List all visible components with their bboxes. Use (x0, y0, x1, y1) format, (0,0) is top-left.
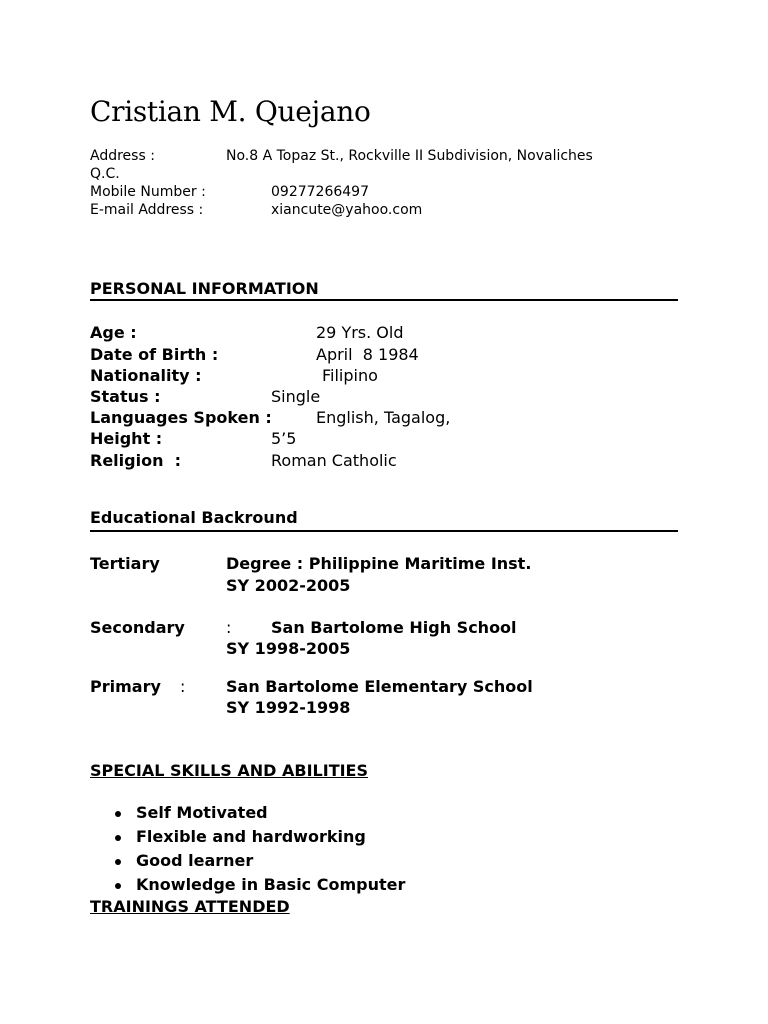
tertiary-label: Tertiary (90, 554, 160, 573)
secondary-label: Secondary (90, 618, 185, 637)
dob-value: April 8 1984 (316, 345, 419, 364)
tertiary-years: SY 2002-2005 (226, 576, 351, 595)
email-value: xiancute@yahoo.com (271, 202, 423, 218)
resume-name: Cristian M. Quejano (90, 95, 371, 128)
bullet-icon (115, 811, 121, 817)
nationality-label: Nationality : (90, 366, 202, 385)
primary-label: Primary (90, 677, 161, 696)
trainings-heading: TRAININGS ATTENDED (90, 897, 290, 916)
nationality-value: Filipino (322, 366, 378, 385)
primary-colon: : (180, 677, 186, 696)
skill-item: Good learner (136, 851, 254, 870)
skill-item: Knowledge in Basic Computer (136, 875, 406, 894)
primary-years: SY 1992-1998 (226, 698, 351, 717)
bullet-icon (115, 859, 121, 865)
languages-value: English, Tagalog, (316, 408, 451, 427)
address-continuation: Q.C. (90, 166, 120, 182)
mobile-value: 09277266497 (271, 184, 369, 200)
mobile-label: Mobile Number : (90, 184, 206, 200)
personal-information-heading: PERSONAL INFORMATION (90, 279, 319, 298)
age-label: Age : (90, 323, 137, 342)
height-label: Height : (90, 429, 163, 448)
secondary-colon: : (226, 618, 232, 637)
tertiary-school: Degree : Philippine Maritime Inst. (226, 554, 532, 573)
age-value: 29 Yrs. Old (316, 323, 404, 342)
secondary-school: San Bartolome High School (271, 618, 517, 637)
personal-information-rule (90, 299, 678, 301)
languages-label: Languages Spoken : (90, 408, 272, 427)
status-value: Single (271, 387, 321, 406)
height-value: 5’5 (271, 429, 297, 448)
status-label: Status : (90, 387, 161, 406)
email-label: E-mail Address : (90, 202, 204, 218)
primary-school: San Bartolome Elementary School (226, 677, 533, 696)
address-label: Address : (90, 148, 155, 164)
bullet-icon (115, 835, 121, 841)
education-heading: Educational Backround (90, 508, 298, 527)
dob-label: Date of Birth : (90, 345, 219, 364)
skills-heading: SPECIAL SKILLS AND ABILITIES (90, 761, 369, 780)
bullet-icon (115, 883, 121, 889)
religion-label: Religion : (90, 451, 181, 470)
skill-item: Flexible and hardworking (136, 827, 366, 846)
education-rule (90, 530, 678, 532)
skill-item: Self Motivated (136, 803, 268, 822)
secondary-years: SY 1998-2005 (226, 639, 351, 658)
religion-value: Roman Catholic (271, 451, 397, 470)
address-value: No.8 A Topaz St., Rockville II Subdivision, Novaliches (226, 148, 593, 164)
